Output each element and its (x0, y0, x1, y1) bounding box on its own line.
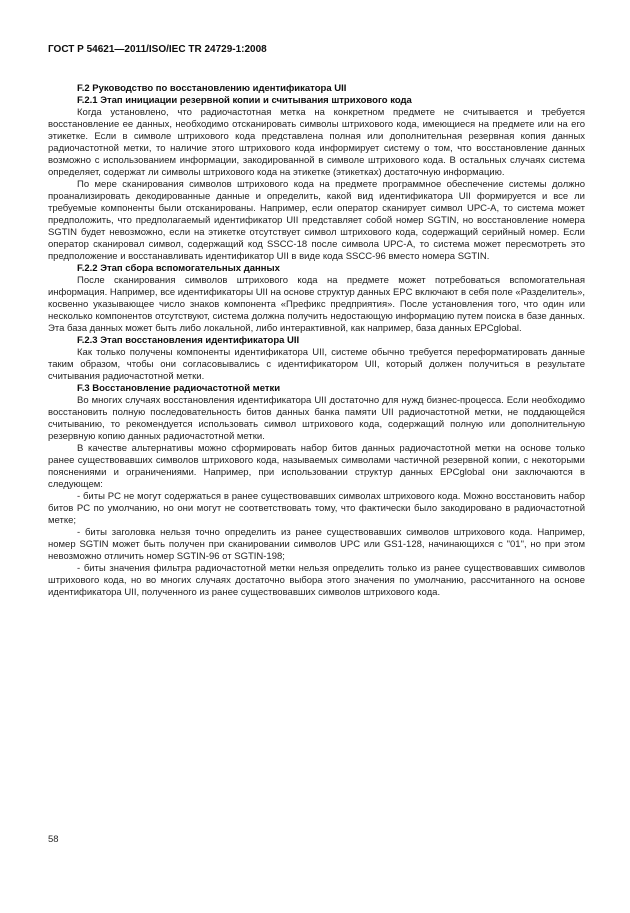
section-heading-f3: F.3 Восстановление радиочастотной метки (77, 383, 281, 394)
paragraph: После сканирования символов штрихового кода на предмете может потребоваться вспомогательная информация. Например, все идентификаторы UII на основе структур данных EPC включают в себя поле «Разделитель», косвенно указывающее число знаков компонента «Префикс предприятия». После установления того, что один или несколько компонентов отсутствуют, система должна получить недостающую информацию путем поиска в базе данных. Эта база данных может быть либо локальной, либо интерактивной, как например, база данных EPCglobal. (48, 275, 585, 334)
document-code-header: ГОСТ Р 54621—2011/ISO/IEC TR 24729-1:2008 (48, 44, 267, 55)
list-item: - биты значения фильтра радиочастотной метки нельзя определить только из ранее существовавших символов штрихового кода, но во многих случаях достаточно выбора этого значения по умолчанию, рассчитанного на основе идентификатора UII, полученного из ранее существовавших символов штрихового кода. (48, 563, 585, 598)
document-body (48, 83, 585, 599)
section-heading-f21: F.2.1 Этап инициации резервной копии и считывания штрихового кода (77, 95, 412, 106)
paragraph: В качестве альтернативы можно сформировать набор битов данных радиочастотной метки на основе только ранее существовавших символов штрихового кода, называемых символами частичной резервной копии, с некоторыми пояснениями и ограничениями. Например, при использовании структур данных EPCglobal они заключаются в следующем: (48, 443, 585, 490)
section-heading-f2: F.2 Руководство по восстановлению идентификатора UII (77, 83, 347, 94)
paragraph: Во многих случаях восстановления идентификатора UII достаточно для нужд бизнес-процесса. Если необходимо восстановить полную последовательность битов данных банка памяти UII радиочастотной метки, не поддающейся считыванию, то рекомендуется использовать символ штрихового кода, содержащий полную или дополнительную резервную копию данных радиочастотной метки. (48, 395, 585, 442)
page-number: 58 (48, 834, 59, 845)
paragraph: По мере сканирования символов штрихового кода на предмете программное обеспечение системы должно проанализировать декодированные данные и определить, какой вид идентификатора UII формируется и все ли требуемые компоненты были отсканированы. Например, если оператор сканирует символ UPC-A, то система может предположить, что предполагаемый идентификатор UII представляет собой номер SGTIN, но восстановление номера SGTIN будет невозможно, если на этикетке отсутствует символ штрихового кода, содержащий серийный номер. Если оператор сканировал символ, содержащий код SSCC-18 после символа UPC-A, то система может пересмотреть это предположение и восстанавливать идентификатор UII в виде кода SSCC-96 вместо номера SGTIN. (48, 179, 585, 262)
paragraph: Как только получены компоненты идентификатора UII, системе обычно требуется переформатировать данные таким образом, чтобы они согласовывались с идентификатором UII, который должен получиться в результате считывания радиочастотной метки. (48, 347, 585, 382)
list-item: - биты PC не могут содержаться в ранее существовавших символах штрихового кода. Можно восстановить набор битов PC по умолчанию, но они могут не соответствовать тому, что фактически было закодировано в радиочастотной метке; (48, 491, 585, 526)
section-heading-f23: F.2.3 Этап восстановления идентификатора UII (77, 335, 300, 346)
list-item: - биты заголовка нельзя точно определить из ранее существовавших символов штрихового кода. Например, номер SGTIN может быть получен при сканировании символов UPC или GS1-128, начинающихся с "01", но при этом невозможно отличить номер SGTIN-96 от SGTIN-198; (48, 527, 585, 562)
paragraph: Когда установлено, что радиочастотная метка на конкретном предмете не считывается и требуется восстановление ее данных, необходимо отсканировать символы штрихового кода, имеющиеся на предмете или на его этикетке. Если в символе штрихового кода представлена полная или дополнительная резервная копия данных радиочастотной метки, то наличие этого штрихового кода информирует систему о том, что восстановление данных возможно с использованием информации, закодированной в символе штрихового кода. В остальных случаях система определяет, содержат ли символы штрихового кода на этикетке (этикетках) достаточную информацию. (48, 107, 585, 178)
section-heading-f22: F.2.2 Этап сбора вспомогательных данных (77, 263, 280, 274)
